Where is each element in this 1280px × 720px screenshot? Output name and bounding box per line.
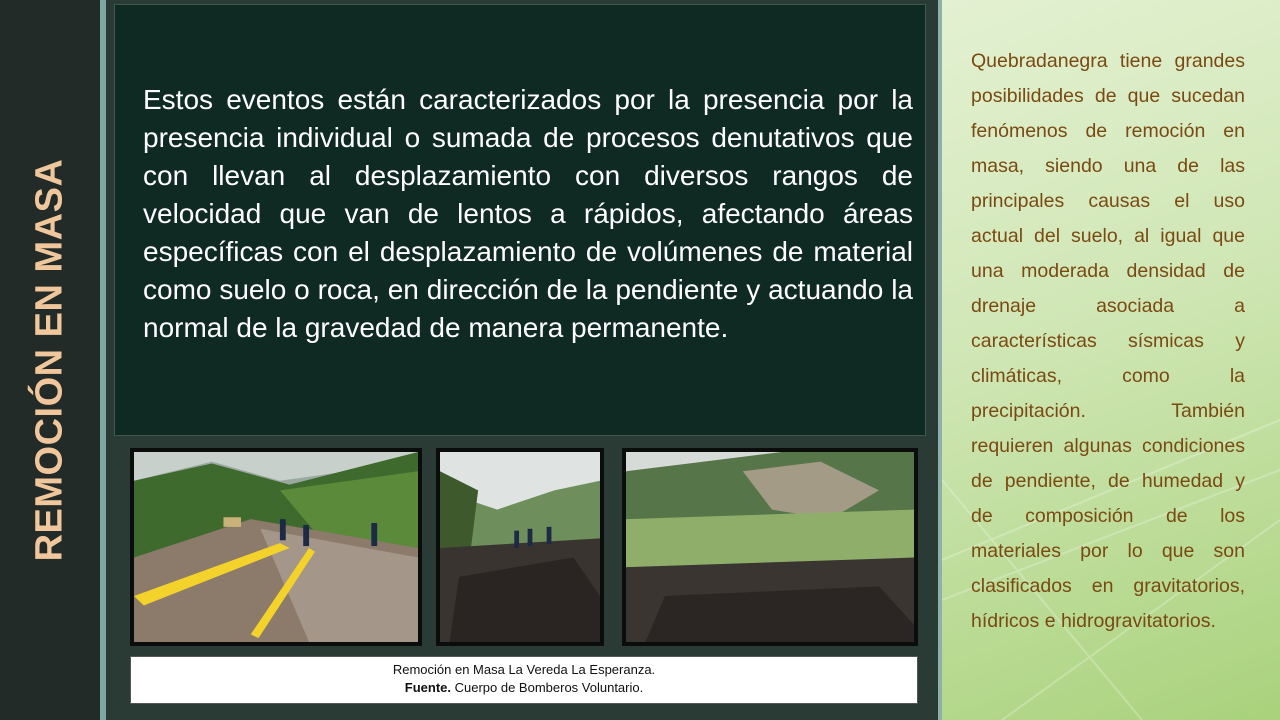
- landslide-slope-photo: [436, 448, 604, 646]
- description-box: [114, 4, 926, 436]
- vertical-title: REMOCIÓN EN MASA: [28, 158, 71, 562]
- caption-source: [131, 679, 917, 697]
- main-paragraph: Estos eventos están caracterizados por la presencia por la presencia individual o sumada de procesos denutativos que con llevan al desplazamiento con diversos rangos de velocidad que van de lentos a rápidos, afectando áreas específicas con el desplazamiento de volúmenes de material como suelo o roca, en dirección de la pendiente y actuando la normal de la gravedad de manera permanente.: [143, 84, 913, 343]
- right-paragraph: Quebradanegra tiene grandes posibilidades de que sucedan fenómenos de remoción en masa, siendo una de las principales causas el uso actual del suelo, al igual que una moderada densidad de drenaje asociada a características sísmicas y climáticas, como la precipitación. También requieren algunas condiciones de pendiente, de humedad y de composición de los materiales por lo que son clasificados en gravitatorios, hídricos e hidrogravitatorios.: [971, 50, 1245, 632]
- photo-caption: [130, 656, 918, 704]
- landslide-road-photo: [130, 448, 422, 646]
- right-panel: [942, 0, 1280, 720]
- center-panel: [106, 0, 938, 720]
- caption-source-text: Cuerpo de Bomberos Voluntario.: [451, 680, 644, 695]
- landslide-vegetation-photo: [622, 448, 918, 646]
- caption-title: Remoción en Masa La Vereda La Esperanza.: [392, 662, 656, 677]
- side-title-strip: [0, 0, 100, 720]
- caption-source-label: Fuente.: [404, 680, 451, 695]
